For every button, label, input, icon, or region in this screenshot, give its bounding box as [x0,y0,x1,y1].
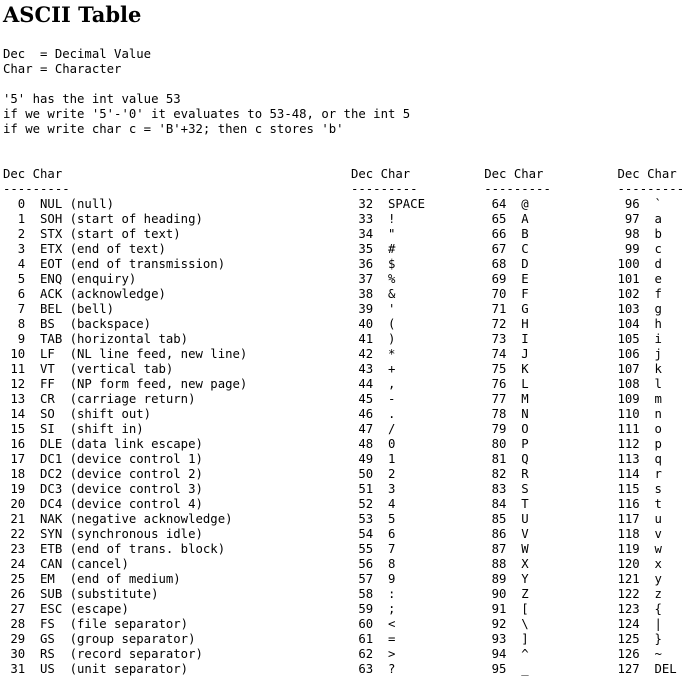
table-row: 19 DC3 (device control 3) 51 3 83 S 115 s [3,482,662,496]
table-row: 13 CR (carriage return) 45 - 77 M 109 m [3,392,662,406]
table-row: 8 BS (backspace) 40 ( 72 H 104 h [3,317,662,331]
table-row: 22 SYN (synchronous idle) 54 6 86 V 118 v [3,527,662,541]
table-row: 30 RS (record separator) 62 > 94 ^ 126 ~ [3,647,662,661]
table-row: 10 LF (NL line feed, new line) 42 * 74 J 106 j [3,347,662,361]
table-row: 24 CAN (cancel) 56 8 88 X 120 x [3,557,662,571]
table-row: 15 SI (shift in) 47 / 79 O 111 o [3,422,662,436]
table-row: 29 GS (group separator) 61 = 93 ] 125 } [3,632,662,646]
table-row: 4 EOT (end of transmission) 36 $ 68 D 100 d [3,257,662,271]
table-row: 16 DLE (data link escape) 48 0 80 P 112 p [3,437,662,451]
table-row: 11 VT (vertical tab) 43 + 75 K 107 k [3,362,662,376]
table-row: 7 BEL (bell) 39 ' 71 G 103 g [3,302,662,316]
table-row: 27 ESC (escape) 59 ; 91 [ 123 { [3,602,662,616]
legend-dec: Dec = Decimal Value [3,47,152,61]
table-row: 2 STX (start of text) 34 " 66 B 98 b [3,227,662,241]
table-row: 31 US (unit separator) 63 ? 95 _ 127 DEL [3,662,677,676]
table-row: 5 ENQ (enquiry) 37 % 69 E 101 e [3,272,662,286]
table-row: 20 DC4 (device control 4) 52 4 84 T 116 t [3,497,662,511]
table-row: 25 EM (end of medium) 57 9 89 Y 121 y [3,572,662,586]
table-row: 28 FS (file separator) 60 < 92 \ 124 | [3,617,662,631]
table-row: 18 DC2 (device control 2) 50 2 82 R 114 r [3,467,662,481]
note-int-value: '5' has the int value 53 [3,92,181,106]
table-row: 26 SUB (substitute) 58 : 90 Z 122 z [3,587,662,601]
page-title: ASCII Table [3,2,142,27]
table-row: 6 ACK (acknowledge) 38 & 70 F 102 f [3,287,662,301]
note-uppercase-to-lowercase: if we write char c = 'B'+32; then c stores 'b' [3,122,344,136]
table-row: 23 ETB (end of trans. block) 55 7 87 W 119 w [3,542,662,556]
table-row: 21 NAK (negative acknowledge) 53 5 85 U 117 u [3,512,662,526]
table-row: 1 SOH (start of heading) 33 ! 65 A 97 a [3,212,662,226]
table-row: 9 TAB (horizontal tab) 41 ) 73 I 105 i [3,332,662,346]
table-row: 3 ETX (end of text) 35 # 67 C 99 c [3,242,662,256]
table-row: 0 NUL (null) 32 SPACE 64 @ 96 ` [3,197,662,211]
table-rule: --------- --------- --------- --------- [3,182,684,196]
table-header: Dec Char Dec Char Dec Char Dec Char [3,167,677,181]
ascii-table [3,167,684,676]
note-subtraction: if we write '5'-'0' it evaluates to 53-48, or the int 5 [3,107,411,121]
table-row: 17 DC1 (device control 1) 49 1 81 Q 113 q [3,452,662,466]
ascii-table-text [3,47,684,677]
table-row: 14 SO (shift out) 46 . 78 N 110 n [3,407,662,421]
table-row: 12 FF (NP form feed, new page) 44 , 76 L 108 l [3,377,662,391]
legend-char: Char = Character [3,62,122,76]
